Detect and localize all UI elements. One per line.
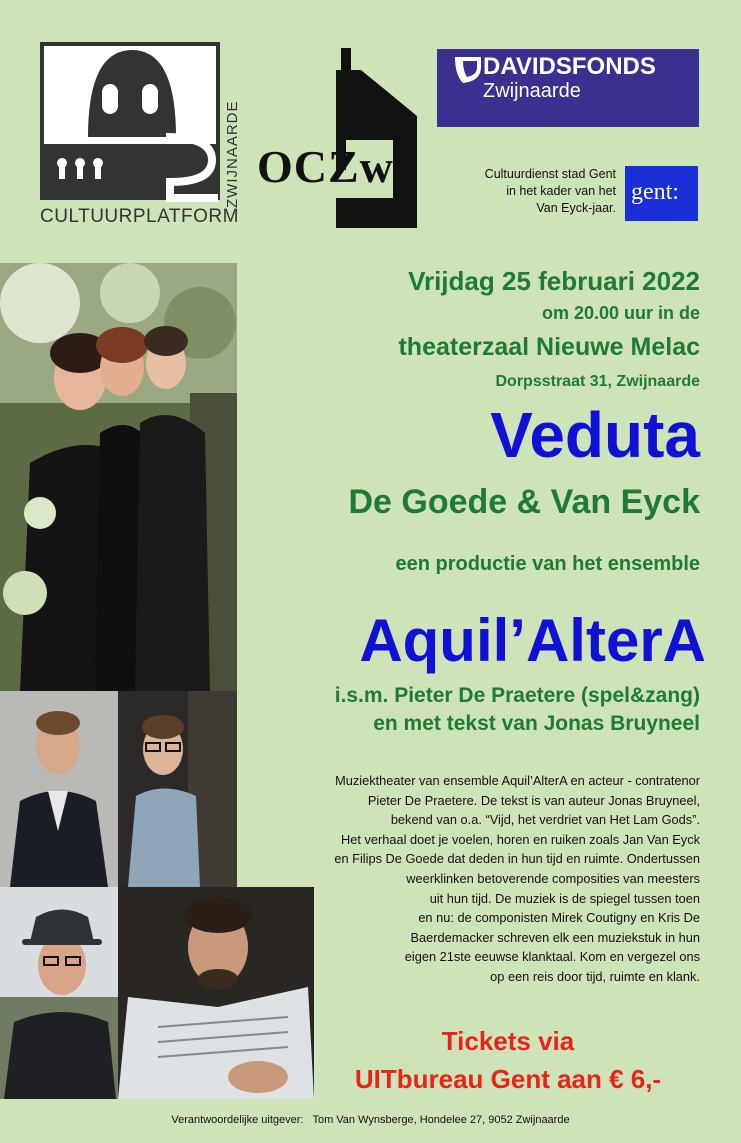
- description-line: eigen 21ste eeuwse klanktaal. Kom en vergezel ons: [404, 949, 700, 965]
- event-title: Veduta: [490, 399, 700, 471]
- event-time: om 20.00 uur in de: [541, 303, 700, 323]
- oczw-wordmark: OCZw: [257, 141, 394, 192]
- actor-photo-3: [0, 887, 118, 1099]
- ensemble-name: Aquil’AlterA: [359, 607, 706, 674]
- description-line: en nu: de componisten Mirek Coutigny en Kris De: [418, 910, 700, 926]
- description-line: op een reis door tijd, ruimte en klank.: [490, 968, 700, 984]
- production-line: een productie van het ensemble: [395, 553, 700, 575]
- gent-note-line: Cultuurdienst stad Gent: [484, 167, 616, 181]
- cultuurplatform-place: ZWIJNAARDE: [224, 100, 241, 208]
- description-line: bekend van o.a. “Vijd, het verdriet van Het Lam Gods”.: [390, 812, 700, 828]
- description-line: uit hun tijd. De muziek is de spiegel tussen toen: [429, 890, 700, 906]
- tickets-line-1: Tickets via: [441, 1026, 575, 1056]
- oczw-logo: [255, 48, 425, 228]
- gent-note-line: Van Eyck-jaar.: [536, 201, 616, 215]
- actor-photo-1: [0, 691, 118, 887]
- cultuurplatform-logo: [40, 42, 240, 227]
- description: [244, 771, 700, 987]
- gent-badge-label: gent:: [631, 179, 679, 205]
- cultuurplatform-emblem-icon: [40, 42, 220, 202]
- description-line: Het verhaal doet je voelen, horen en ruiken zoals Jan Van Eyck: [341, 831, 700, 847]
- description-line: Baerdemacker schreven elk een muziekstuk in hun: [410, 929, 700, 945]
- davidsfonds-place: Zwijnaarde: [483, 80, 581, 102]
- description-line: en Filips De Goede dat deden in hun tijd en ruimte. Ondertussen: [334, 851, 700, 867]
- actor-photo-2: [118, 691, 237, 887]
- davidsfonds-logo: [437, 49, 699, 127]
- description-line: weerklinken betoverende composities van meesters: [406, 870, 700, 886]
- description-line: Pieter De Praetere. De tekst is van auteur Jonas Bruyneel,: [367, 792, 700, 808]
- gent-note-line: in het kader van het: [506, 184, 616, 198]
- description-line: Muziektheater van ensemble Aquil’AlterA en acteur - contratenor: [335, 773, 700, 788]
- davidsfonds-shield-icon: [453, 55, 483, 85]
- tickets-line-2: UITbureau Gent aan € 6,-: [354, 1064, 662, 1094]
- gent-badge: [625, 166, 698, 221]
- davidsfonds-name: DAVIDSFONDS: [483, 53, 656, 80]
- event-address: Dorpsstraat 31, Zwijnaarde: [495, 373, 700, 390]
- credit-line-1: i.s.m. Pieter De Praetere (spel&zang): [334, 684, 700, 707]
- event-subtitle: De Goede & Van Eyck: [348, 483, 700, 521]
- gent-note: [420, 166, 616, 217]
- event-date: Vrijdag 25 februari 2022: [408, 266, 700, 296]
- credit-line-2: en met tekst van Jonas Bruyneel: [373, 712, 700, 735]
- tower-icon: [331, 48, 421, 228]
- ensemble-photo: [0, 263, 237, 691]
- publisher-footer: Verantwoordelijke uitgever: Tom Van Wynsberge, Hondelee 27, 9052 Zwijnaarde: [171, 1114, 570, 1126]
- cultuurplatform-name: CULTUURPLATFORM: [40, 206, 239, 227]
- event-venue: theaterzaal Nieuwe Melac: [398, 333, 700, 361]
